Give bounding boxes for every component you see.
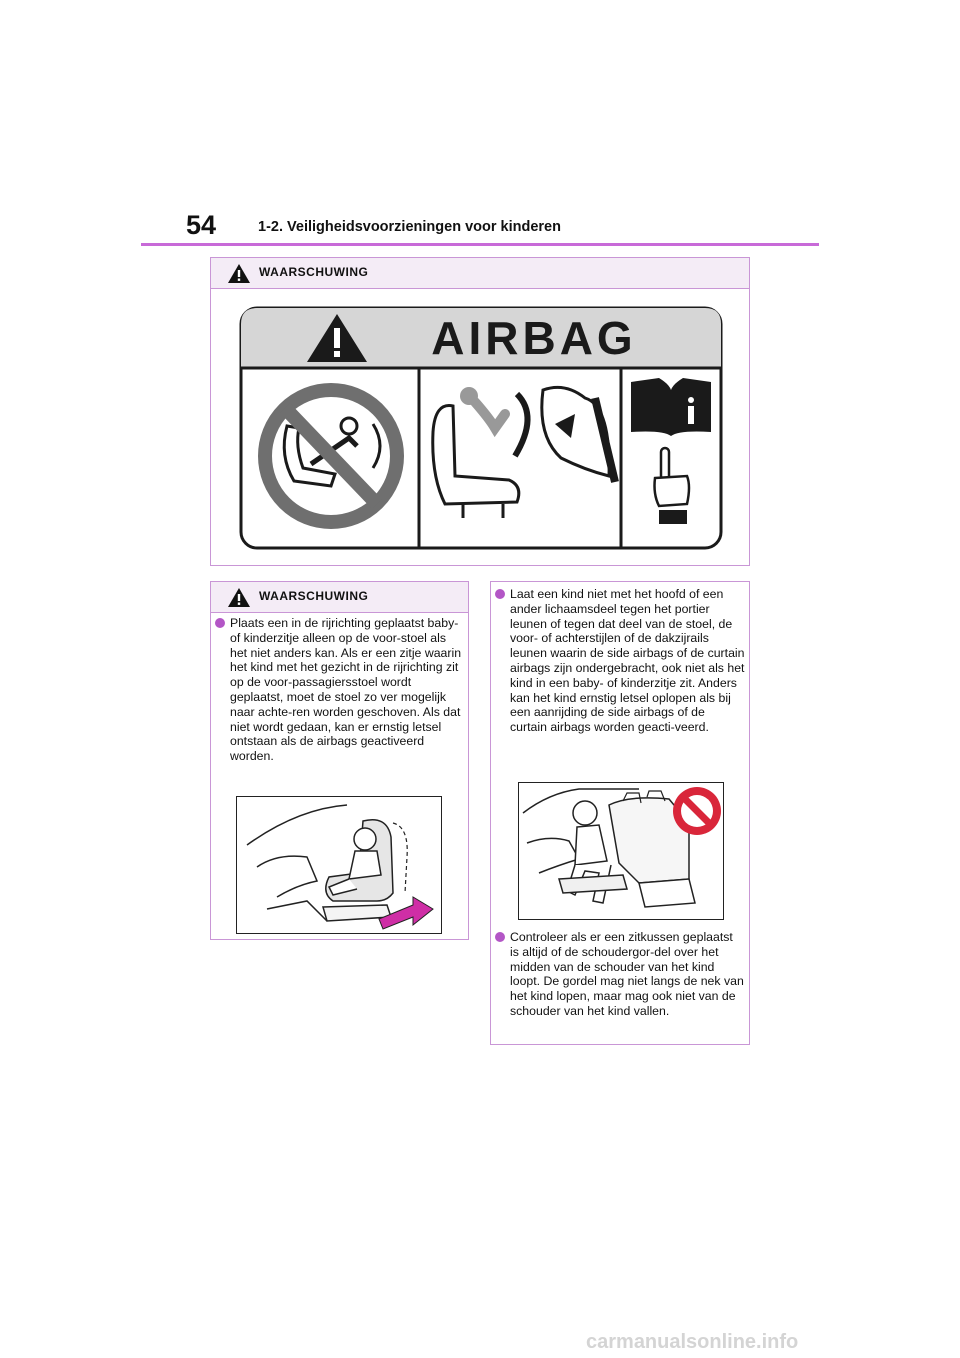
airbag-warning-label bbox=[239, 306, 723, 550]
bullet-dot-icon bbox=[495, 589, 505, 599]
page-number: 54 bbox=[186, 210, 217, 240]
bullet-dot-icon bbox=[495, 932, 505, 942]
bullet-text: Plaats een in de rijrichting geplaatst baby- of kinderzitje alleen op de voor-stoel als het niet anders kan. Als er een zitje waarin het kind met het gezicht in de rijrichting zit op de voor-passagiersstoel wordt geplaatst, moet de stoel zo ver mogelijk naar achte-ren worden geschoven. Als dat niet wordt gedaan, kan er ernstig letsel ontstaan als de airbags geactiveerd worden. bbox=[230, 616, 462, 764]
bullet-text: Controleer als er een zitkussen geplaatst is altijd of de schoudergor-del over het midden van de schouder van het kind loopt. De gordel mag niet langs de nek van het kind lopen, maar mag ook niet van de schouder van het kind vallen. bbox=[510, 930, 744, 1018]
warning-box-airbag-label bbox=[210, 257, 750, 566]
warning-header bbox=[211, 582, 468, 613]
bullet-dot-icon bbox=[215, 618, 225, 628]
warning-header bbox=[211, 258, 749, 289]
airbag-label-text: AIRBAG bbox=[431, 312, 637, 364]
warning-box-continuation bbox=[490, 581, 750, 1045]
warning-box-forward-facing-seat bbox=[210, 581, 469, 940]
bullet-text: Laat een kind niet met het hoofd of een ander lichaamsdeel tegen het portier leunen of tegen dat deel van de stoel, de voor- of achterstijlen of de dakzijrails leunen waarin de side airbags of de curtain airbags zijn ondergebracht, ook niet als het kind in een baby- of kinderzitje zit. Anders kan het kind ernstig letsel oplopen als bij een aanrijding de side airbags of de curtain airbags worden geacti-veerd. bbox=[510, 587, 745, 735]
child-leaning-on-door-drawing bbox=[519, 783, 723, 919]
bullet-item bbox=[495, 587, 745, 735]
header-divider bbox=[141, 243, 819, 246]
forward-facing-seat-illustration bbox=[236, 796, 442, 934]
bullet-item bbox=[215, 616, 465, 764]
warning-triangle-icon bbox=[227, 263, 251, 284]
warning-title: WAARSCHUWING bbox=[259, 265, 369, 279]
warning-title: WAARSCHUWING bbox=[259, 589, 369, 603]
section-title: 1-2. Veiligheidsvoorzieningen voor kinderen bbox=[258, 219, 561, 235]
child-seat-slide-back-drawing bbox=[237, 797, 441, 933]
child-leaning-illustration bbox=[518, 782, 724, 920]
warning-triangle-icon bbox=[227, 587, 251, 608]
bullet-item bbox=[495, 930, 745, 1019]
watermark: carmanualsonline.info bbox=[586, 1331, 799, 1353]
